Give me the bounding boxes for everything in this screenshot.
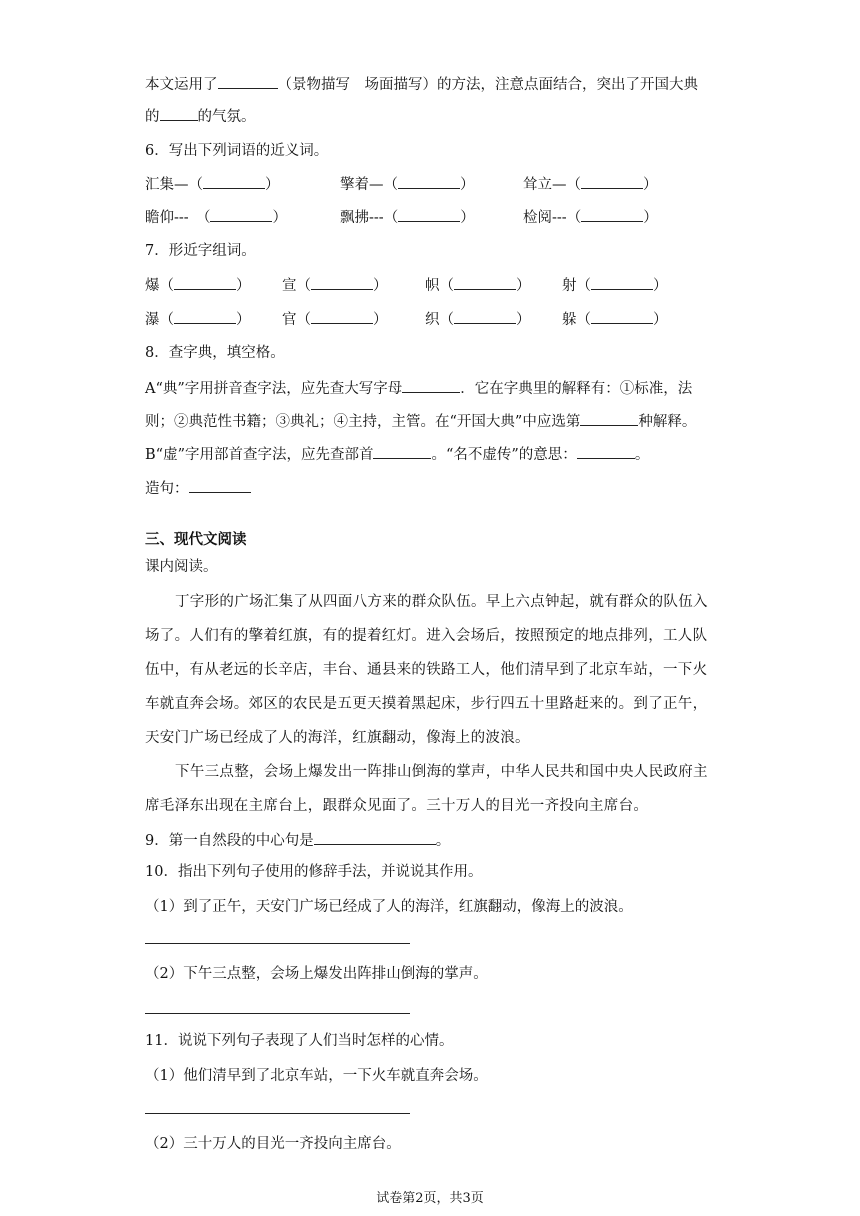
q10-title: 10．指出下列句子使用的修辞手法，并说说其作用。: [145, 864, 483, 880]
q7-item-6: 官（ ）: [282, 309, 388, 330]
q6-title: 6．写出下列词语的近义词。: [145, 143, 329, 159]
q7-item-1: 爆（ ）: [145, 275, 251, 296]
q6-item-3: 耸立—（ ）: [523, 174, 658, 195]
q5-text-a: 本文运用了: [145, 77, 218, 93]
passage-line: 丁字形的广场汇集了从四面八方来的群众队伍。早上六点钟起，就有群众的队伍入: [175, 594, 708, 610]
q7-blank[interactable]: [454, 275, 516, 290]
q7-blank[interactable]: [311, 275, 373, 290]
q11-title: 11．说说下列句子表现了人们当时怎样的心情。: [145, 1033, 454, 1049]
q5-text-c: 的: [145, 109, 160, 125]
q5-blank-2[interactable]: [160, 106, 198, 121]
page-footer: 试卷第2页，共3页: [376, 1191, 484, 1206]
q7-item-8: 躲（ ）: [562, 309, 668, 330]
q7-blank[interactable]: [591, 275, 653, 290]
passage-line: 下午三点整，会场上爆发出一阵排山倒海的掌声，中华人民共和国中央人民政府主: [175, 764, 708, 780]
q7-blank[interactable]: [311, 309, 373, 324]
q6-item-4: 瞻仰--- （ ）: [145, 207, 287, 228]
section-3-subtitle: 课内阅读。: [145, 559, 218, 575]
section-3-title: 三、现代文阅读: [145, 531, 247, 548]
q6-blank[interactable]: [398, 174, 460, 189]
q6-item-1: 汇集—（ ）: [145, 174, 280, 195]
q5-text-b: （景物描写 场面描写）的方法，注意点面结合，突出了开国大典: [277, 77, 698, 93]
q6-blank[interactable]: [581, 174, 643, 189]
q7-title: 7．形近字组词。: [145, 243, 256, 259]
q7-item-7: 织（ ）: [425, 309, 531, 330]
q8-b-line-1: B“虚”字用部首查字法，应先查部首 。“名不虚传”的意思： 。: [145, 444, 649, 465]
passage-line: 席毛泽东出现在主席台上，跟群众见面了。三十万人的目光一齐投向主席台。: [145, 798, 649, 814]
q8-blank-meaning[interactable]: [577, 444, 635, 459]
q7-item-2: 宣（ ）: [282, 275, 388, 296]
q7-item-5: 瀑（ ）: [145, 309, 251, 330]
passage-line: 伍中，有从老远的长辛店，丰台、通县来的铁路工人，他们清早到了北京车站，一下火: [145, 662, 708, 678]
q5-text-d: 的气氛。: [197, 109, 256, 125]
q11-answer-line-1[interactable]: [145, 1113, 410, 1114]
q11-sentence-1: （1）他们清早到了北京车站，一下火车就直奔会场。: [145, 1068, 488, 1084]
q7-blank[interactable]: [174, 275, 236, 290]
q10-sentence-2: （2）下午三点整，会场上爆发出阵排山倒海的掌声。: [145, 966, 488, 982]
passage-line: 天安门广场已经成了人的海洋，红旗翻动，像海上的波浪。: [145, 730, 530, 746]
q6-item-5: 飘拂---（ ）: [340, 207, 475, 228]
q7-blank[interactable]: [454, 309, 516, 324]
q6-blank[interactable]: [210, 207, 272, 222]
q5-blank-1[interactable]: [218, 74, 278, 89]
passage-line: 车就直奔会场。郊区的农民是五更天摸着黑起床，步行四五十里路赶来的。到了正午，: [145, 696, 708, 712]
q11-sentence-2: （2）三十万人的目光一齐投向主席台。: [145, 1136, 401, 1152]
q8-b-line-2: 造句：: [145, 478, 251, 499]
q8-blank-letter[interactable]: [402, 378, 460, 393]
q6-blank[interactable]: [203, 174, 265, 189]
passage-line: 场了。人们有的擎着红旗，有的提着红灯。进入会场后，按照预定的地点排列，工人队: [145, 628, 708, 644]
q9-line: 9．第一自然段的中心句是 。: [145, 830, 450, 851]
q8-blank-radical[interactable]: [373, 444, 431, 459]
q5-line-2: [145, 106, 256, 127]
q10-answer-line-1[interactable]: [145, 943, 410, 944]
q8-blank-sentence[interactable]: [189, 478, 251, 493]
q9-blank[interactable]: [314, 830, 436, 845]
q6-item-6: 检阅---（ ）: [523, 207, 658, 228]
q5-line-1: [145, 74, 698, 95]
q8-blank-number[interactable]: [580, 411, 638, 426]
q8-a-line-2: 则；②典范性书籍；③典礼；④主持，主管。在“开国大典”中应选第 种解释。: [145, 411, 696, 432]
q7-item-4: 射（ ）: [562, 275, 668, 296]
q8-a-line-1: A“典”字用拼音查字法，应先查大写字母 ．它在字典里的解释有：①标准，法: [145, 378, 692, 399]
q10-answer-line-2[interactable]: [145, 1013, 410, 1014]
q7-blank[interactable]: [174, 309, 236, 324]
q7-item-3: 帜（ ）: [425, 275, 531, 296]
q10-sentence-1: （1）到了正午，天安门广场已经成了人的海洋，红旗翻动，像海上的波浪。: [145, 899, 633, 915]
q8-title: 8．查字典，填空格。: [145, 345, 285, 361]
q6-blank[interactable]: [398, 207, 460, 222]
q6-blank[interactable]: [581, 207, 643, 222]
q6-item-2: 擎着—（ ）: [340, 174, 475, 195]
q7-blank[interactable]: [591, 309, 653, 324]
